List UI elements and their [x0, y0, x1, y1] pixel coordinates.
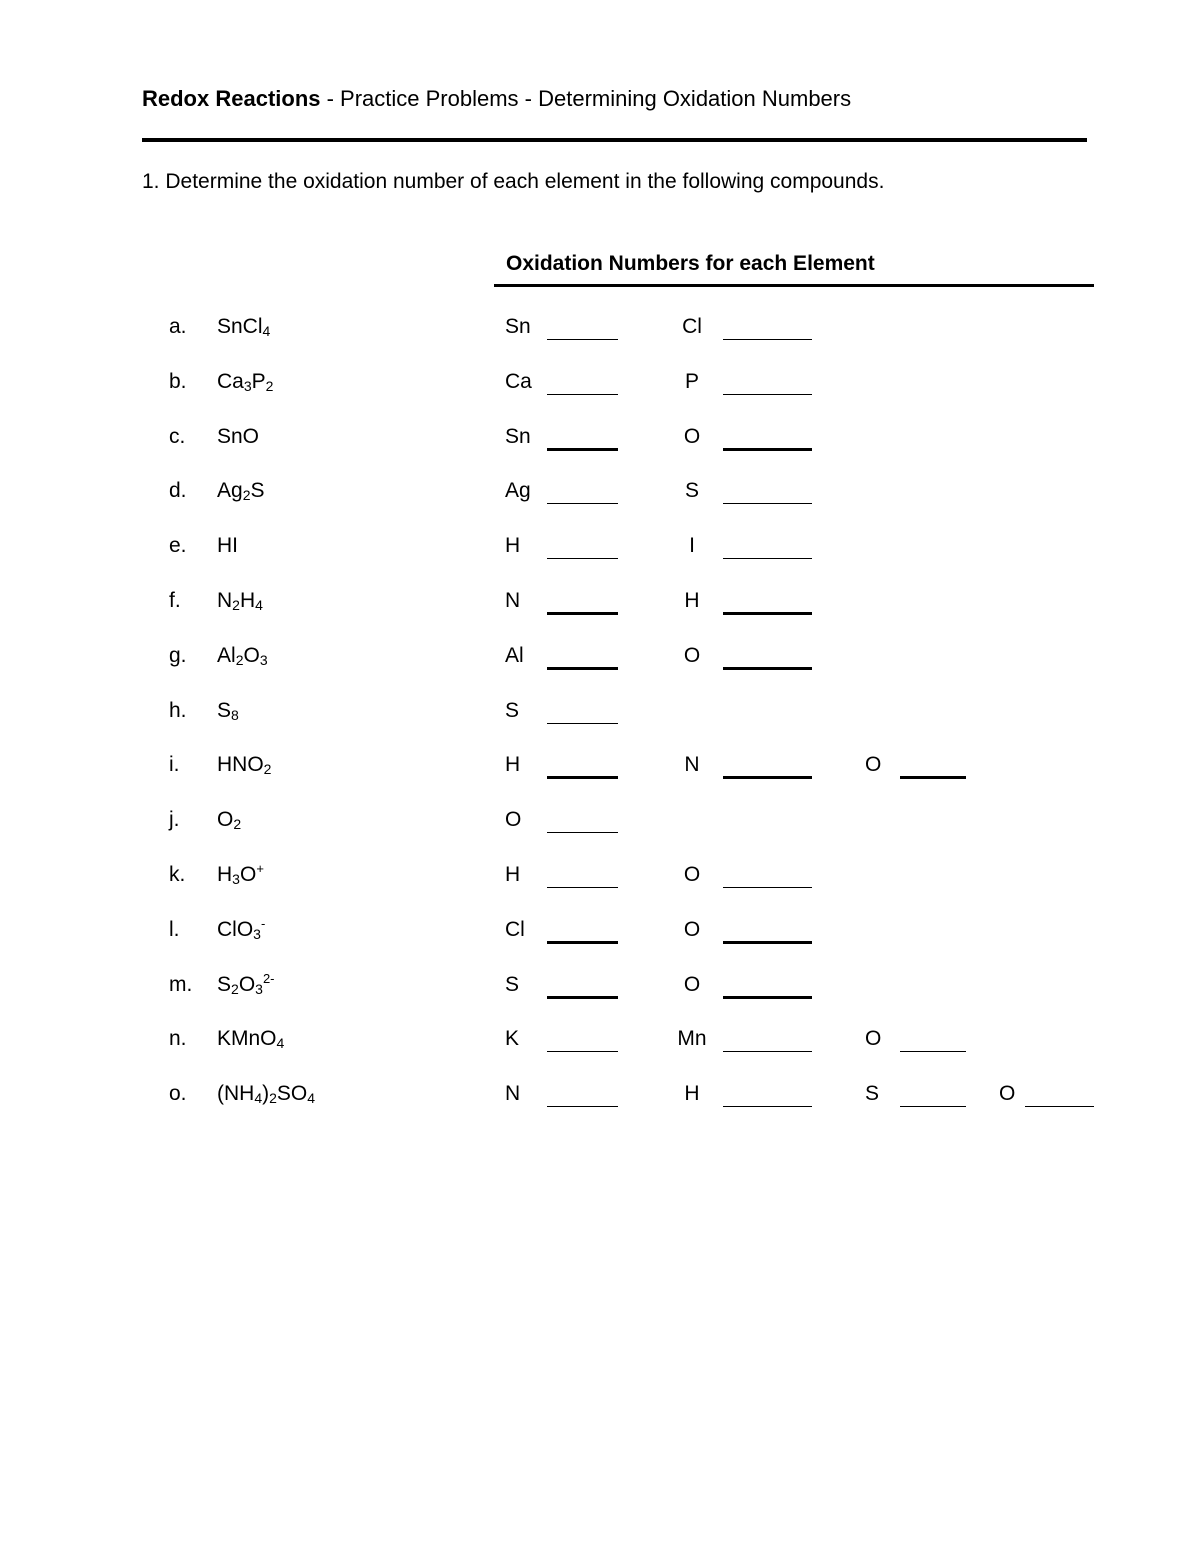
problem-letter: k. [169, 863, 186, 886]
title-rule [142, 138, 1087, 142]
element-symbol: Ca [505, 370, 532, 393]
element-symbol: Mn [677, 1027, 707, 1050]
problem-letter: o. [169, 1082, 187, 1105]
answer-blank[interactable] [723, 503, 812, 504]
answer-blank[interactable] [723, 339, 812, 340]
answer-blank[interactable] [547, 612, 618, 615]
element-symbol: Cl [682, 315, 702, 338]
compound-formula: $(NH_4)_2SO_4$ [217, 1082, 316, 1106]
problem-letter: g. [169, 644, 187, 667]
compound-formula: $S_2O_3^{2-}$ [217, 971, 275, 997]
answer-blank[interactable] [723, 887, 812, 888]
answer-blank[interactable] [723, 1051, 812, 1052]
compound-formula: SnO [217, 425, 260, 448]
element-symbol: Al [505, 644, 524, 667]
compound-formula: $Al_2O_3$ [217, 644, 268, 668]
answer-blank[interactable] [900, 776, 966, 779]
element-symbol: N [505, 1082, 521, 1105]
answer-blank[interactable] [547, 558, 618, 559]
problem-row [0, 644, 1200, 684]
problem-letter: c. [169, 425, 186, 448]
problem-row [0, 589, 1200, 629]
compound-formula: $H_3O^+$ [217, 861, 264, 887]
answer-blank[interactable] [547, 776, 618, 779]
element-symbol: O [865, 753, 882, 776]
element-symbol: O [683, 863, 701, 886]
compound-formula: $Ca_3P_2$ [217, 370, 274, 394]
compound-formula: $S_8$ [217, 699, 239, 723]
element-symbol: Ag [505, 479, 531, 502]
element-symbol: S [505, 699, 520, 722]
element-symbol: S [865, 1082, 880, 1105]
problem-row [0, 1082, 1200, 1122]
problem-letter: h. [169, 699, 187, 722]
problem-row [0, 315, 1200, 355]
answer-blank[interactable] [723, 1106, 812, 1107]
element-symbol: Sn [505, 315, 531, 338]
compound-formula: $Ag_2S$ [217, 479, 265, 503]
problem-row [0, 699, 1200, 739]
problem-letter: d. [169, 479, 187, 502]
answer-blank[interactable] [723, 941, 812, 944]
answer-blank[interactable] [547, 667, 618, 670]
element-symbol: N [505, 589, 521, 612]
problem-letter: a. [169, 315, 187, 338]
column-header: Oxidation Numbers for each Element [506, 252, 875, 275]
answer-blank[interactable] [547, 503, 618, 504]
problem-row [0, 479, 1200, 519]
answer-blank[interactable] [723, 667, 812, 670]
compound-formula: $O_2$ [217, 808, 242, 832]
compound-formula: SnCl$_4$ [217, 315, 271, 339]
answer-blank[interactable] [723, 448, 812, 451]
column-header-rule [494, 284, 1094, 287]
element-symbol: K [505, 1027, 520, 1050]
problem-letter: f. [169, 589, 181, 612]
answer-blank[interactable] [547, 339, 618, 340]
element-symbol: O [865, 1027, 882, 1050]
element-symbol: N [684, 753, 700, 776]
element-symbol: I [689, 534, 695, 557]
page-title [142, 86, 851, 112]
problem-letter: j. [169, 808, 180, 831]
answer-blank[interactable] [547, 394, 618, 395]
answer-blank[interactable] [1025, 1106, 1094, 1107]
problem-row [0, 863, 1200, 903]
problem-row [0, 808, 1200, 848]
answer-blank[interactable] [547, 996, 618, 999]
answer-blank[interactable] [547, 1106, 618, 1107]
answer-blank[interactable] [547, 1051, 618, 1052]
answer-blank[interactable] [547, 941, 618, 944]
problem-row [0, 425, 1200, 465]
answer-blank[interactable] [900, 1106, 966, 1107]
element-symbol: O [683, 918, 701, 941]
answer-blank[interactable] [547, 448, 618, 451]
problem-row [0, 918, 1200, 958]
answer-blank[interactable] [723, 996, 812, 999]
answer-blank[interactable] [723, 558, 812, 559]
answer-blank[interactable] [547, 832, 618, 833]
question-text: 1. Determine the oxidation number of each element in the following compounds. [142, 170, 885, 193]
answer-blank[interactable] [900, 1051, 966, 1052]
problem-letter: i. [169, 753, 180, 776]
compound-formula: $HNO_2$ [217, 753, 272, 777]
problem-letter: b. [169, 370, 187, 393]
element-symbol: P [684, 370, 699, 393]
title-rest: - Practice Problems - Determining Oxidation Numbers [320, 86, 852, 111]
element-symbol: H [684, 589, 700, 612]
element-symbol: S [684, 479, 699, 502]
problem-row [0, 753, 1200, 793]
element-symbol: H [505, 863, 521, 886]
element-symbol: H [505, 753, 521, 776]
answer-blank[interactable] [547, 723, 618, 724]
problem-letter: n. [169, 1027, 187, 1050]
element-symbol: O [683, 644, 701, 667]
problem-row [0, 534, 1200, 574]
answer-blank[interactable] [723, 612, 812, 615]
problem-letter: m. [169, 973, 193, 996]
element-symbol: H [684, 1082, 700, 1105]
problem-row [0, 973, 1200, 1013]
compound-formula: KMnO$_4$ [217, 1027, 285, 1051]
element-symbol: S [505, 973, 520, 996]
compound-formula: $N_2H_4$ [217, 589, 263, 613]
answer-blank[interactable] [723, 776, 812, 779]
problem-letter: e. [169, 534, 187, 557]
answer-blank[interactable] [723, 394, 812, 395]
compound-formula: ClO$_3$- [217, 916, 266, 942]
problem-letter: l. [169, 918, 180, 941]
element-symbol: O [999, 1082, 1016, 1105]
problem-row [0, 1027, 1200, 1067]
element-symbol: O [683, 425, 701, 448]
answer-blank[interactable] [547, 887, 618, 888]
element-symbol: Sn [505, 425, 531, 448]
problem-row [0, 370, 1200, 410]
element-symbol: O [683, 973, 701, 996]
element-symbol: O [505, 808, 522, 831]
element-symbol: H [505, 534, 521, 557]
element-symbol: Cl [505, 918, 525, 941]
compound-formula: HI [217, 534, 238, 557]
title-bold: Redox Reactions [142, 86, 321, 111]
